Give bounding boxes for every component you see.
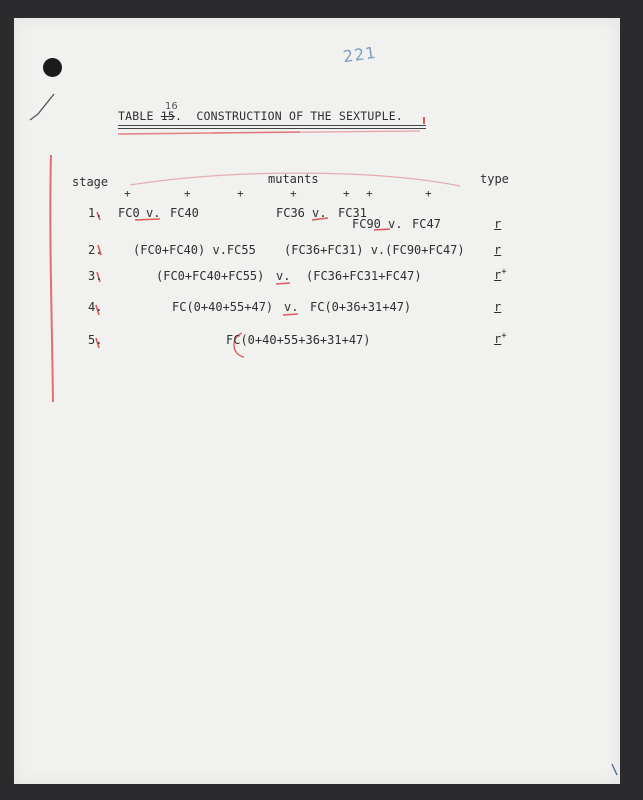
- pencil-stroke-mark: [610, 762, 620, 778]
- versus: v.: [388, 217, 403, 231]
- plus-sign: +: [237, 187, 244, 200]
- type-value: r: [494, 217, 502, 231]
- stage-number: 3.: [88, 269, 103, 283]
- type-cell: [494, 331, 507, 346]
- mutant-fc40: FC40: [170, 206, 199, 220]
- cross-left: (FC0+FC40+FC55): [156, 269, 265, 283]
- title-main: CONSTRUCTION OF THE SEXTUPLE.: [196, 109, 403, 123]
- versus: v.: [284, 300, 299, 314]
- type-value: r: [494, 243, 502, 257]
- stage-number: 2.: [88, 243, 103, 257]
- header-type: type: [480, 172, 509, 186]
- type-value: r: [494, 268, 502, 282]
- table-title: TABLE 15. CONSTRUCTION OF THE SEXTUPLE.: [118, 109, 403, 123]
- cross-right: (FC36+FC31+FC47): [306, 269, 422, 283]
- type-value: r: [494, 300, 502, 314]
- cross-right: FC(0+36+31+47): [310, 300, 412, 314]
- mutant-fc36: FC36: [276, 206, 305, 220]
- plus-sign: +: [425, 187, 432, 200]
- plus-sign: +: [366, 187, 373, 200]
- plus-sign: +: [124, 187, 131, 200]
- plus-sign: +: [184, 187, 191, 200]
- type-superscript: +: [501, 267, 507, 277]
- plus-sign: +: [343, 187, 350, 200]
- mutant-fc90: FC90: [352, 217, 381, 231]
- header-mutants: mutants: [268, 172, 319, 186]
- mutant-fc0: FC0: [118, 206, 140, 220]
- mutant-fc31: FC31: [338, 206, 367, 220]
- cross-left: (FC0+FC40) v.FC55: [133, 243, 256, 257]
- versus: v.: [276, 269, 291, 283]
- versus: v.: [146, 206, 161, 220]
- header-stage: stage: [72, 175, 109, 189]
- handwritten-table-number: 16: [165, 101, 178, 112]
- type-superscript: +: [501, 331, 507, 341]
- cross-left: FC(0+40+55+47): [172, 300, 274, 314]
- cross-right: (FC36+FC31) v.(FC90+FC47): [284, 243, 465, 257]
- stage-number: 5.: [88, 333, 103, 347]
- struck-table-number: 15: [160, 109, 175, 123]
- versus: v.: [312, 206, 327, 220]
- stage-number: 4.: [88, 300, 103, 314]
- page-number: 221: [341, 42, 378, 67]
- mutant-fc47: FC47: [412, 217, 441, 231]
- stage-number: 1.: [88, 206, 103, 220]
- final-sextuple: FC(0+40+55+36+31+47): [226, 333, 371, 347]
- type-value: r: [494, 332, 502, 346]
- type-cell: [494, 267, 507, 282]
- title-prefix: TABLE: [118, 109, 154, 123]
- plus-sign: +: [290, 187, 297, 200]
